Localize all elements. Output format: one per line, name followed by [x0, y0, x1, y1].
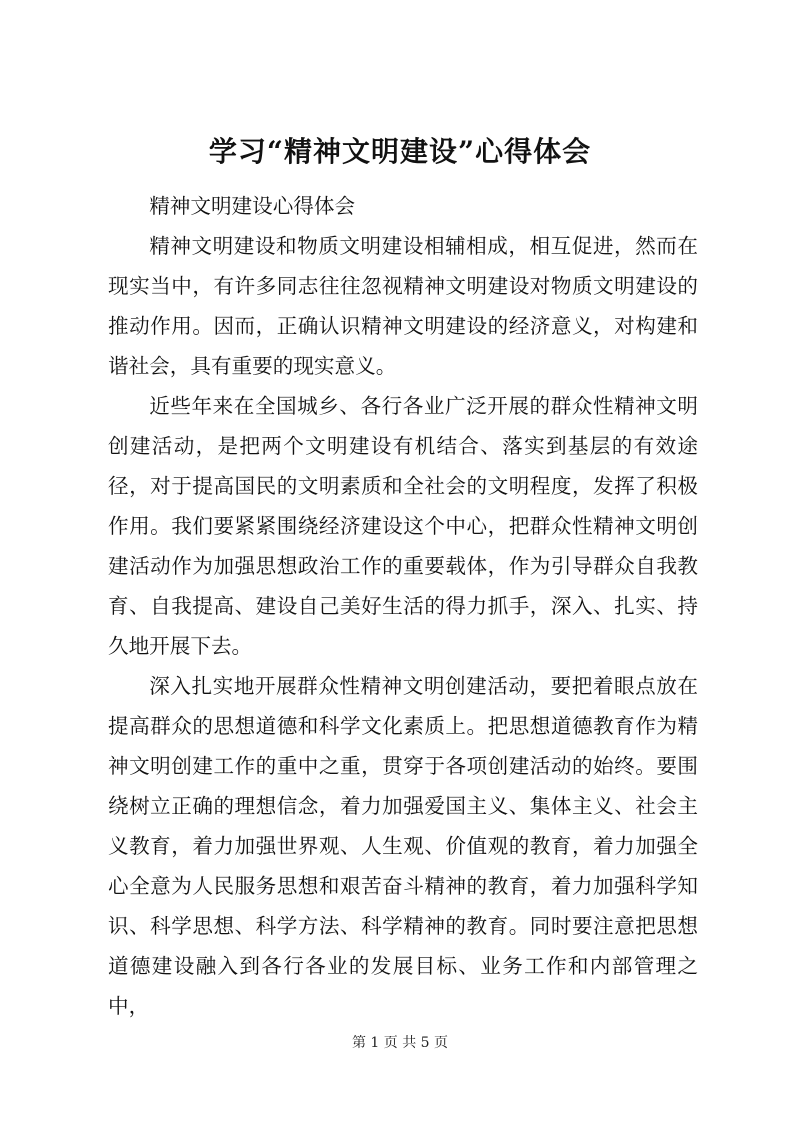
paragraph: 精神文明建设和物质文明建设相辅相成，相互促进，然而在现实当中，有许多同志往往忽视精神文明建设对物质文明建设的推动作用。因而，正确认识精神文明建设的经济意义，对构建和谐社会，具有重要的现实意义。 [108, 234, 698, 378]
paragraph: 近些年来在全国城乡、各行各业广泛开展的群众性精神文明创建活动，是把两个文明建设有机结合、落实到基层的有效途径，对于提高国民的文明素质和全社会的文明程度，发挥了积极作用。我们要紧紧围绕经济建设这个中心，把群众性精神文明创建活动作为加强思想政治工作的重要载体，作为引导群众自我教育、自我提高、建设自己美好生活的得力抓手，深入、扎实、持久地开展下去。 [108, 394, 698, 658]
document-body [108, 186, 698, 1026]
page-title: 学习“精神文明建设”心得体会 [208, 135, 592, 168]
page-number-footer: 第 1 页 共 5 页 [351, 1035, 449, 1051]
paragraph: 深入扎实地开展群众性精神文明创建活动，要把着眼点放在提高群众的思想道德和科学文化素质上。把思想道德教育作为精神文明创建工作的重中之重，贯穿于各项创建活动的始终。要围绕树立正确的理想信念，着力加强爱国主义、集体主义、社会主义教育，着力加强世界观、人生观、价值观的教育，着力加强全心全意为人民服务思想和艰苦奋斗精神的教育，着力加强科学知识、科学思想、科学方法、科学精神的教育。同时要注意把思想道德建设融入到各行各业的发展目标、业务工作和内部管理之中， [108, 674, 698, 1018]
paragraph-subtitle: 精神文明建设心得体会 [149, 194, 356, 218]
